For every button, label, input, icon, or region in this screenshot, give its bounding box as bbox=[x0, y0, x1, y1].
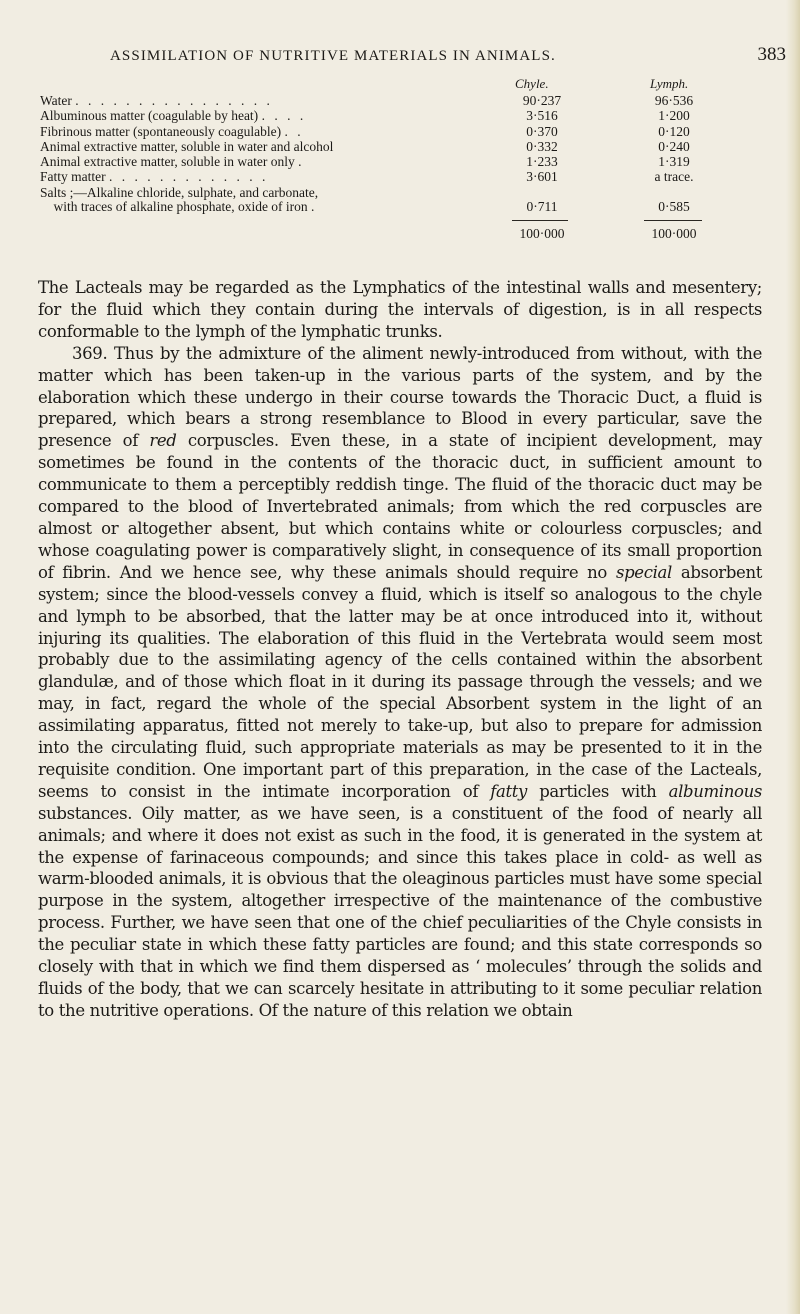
table-row bbox=[40, 108, 760, 123]
page-header bbox=[110, 44, 790, 70]
paragraph-369: 369. Thus by the admixture of the aliment newly-introduced from without, with the matter which has been taken-up in the various parts of the system, and by the elaboration which these undergo in their course towards the Thoracic Duct, a fluid is prepared, which bears a strong resemblance to Blood in every particular, save the presence of red corpuscles. Even these, in a state of incipient development, may sometimes be found in the contents of the thoracic duct, in sufficient amount to communicate to them a perceptibly reddish tinge. The fluid of the thoracic duct may be compared to the blood of Invertebrated animals; from which the red corpuscles are almost or altogether absent, but which contains white or colourless corpuscles; and whose coagulating power is comparatively slight, in consequence of its small proportion of fibrin. And we hence see, why these animals should require no special absorbent system; since the blood-vessels convey a fluid, which is itself so analogous to the chyle and lymph to be absorbed, that the latter may be at once introduced into it, without injuring its qualities. The elaboration of this fluid in the Vertebrata would seem most probably due to the assimilating agency of the cells contained within the absorbent glandulæ, and of those which float in it during its passage through the vessels; and we may, in fact, regard the whole of the special Absorbent system in the light of an assimilating apparatus, fitted not merely to take-up, but also to prepare for admission into the circulating fluid, such appropriate materials as may be presented to it in the requisite condition. One important part of this preparation, in the case of the Lacteals, seems to consist in the intimate incorporation of fatty particles with albuminous substances. Oily matter, as we have seen, is a constituent of the food of nearly all animals; and where it does not exist as such in the food, it is generated in the system at the expense of farinaceous compounds; and since this takes place in cold- as well as warm-blooded animals, it is obvious that the oleaginous particles must have some special purpose in the system, altogether irrespective of the maintenance of the combustive process. Further, we have seen that one of the chief peculiarities of the Chyle consists in the peculiar state in which these fatty particles are found; and this state corresponds so closely with that in which we find them dispersed as ‘ molecules’ through the solids and fluids of the body, that we can scarcely hesitate in attributing to it some peculiar relation to the nutritive operations. Of the nature of this relation we obtain bbox=[38, 343, 762, 1020]
lymph-value: 1·319 bbox=[658, 154, 690, 170]
leader-dots: . . . . bbox=[261, 108, 307, 124]
chyle-value: 1·233 bbox=[526, 154, 558, 170]
lymph-value: a trace. bbox=[654, 169, 694, 185]
lymph-value: 1·200 bbox=[658, 108, 690, 124]
paragraph: The Lacteals may be regarded as the Lymphatics of the intestinal walls and mesentery; for the fluid which they contain during the intervals of digestion, is in all respects conformable to the lymph of the lymphatic trunks. bbox=[38, 278, 762, 341]
row-label: Fibrinous matter (spontaneously coagulable) bbox=[40, 123, 282, 139]
running-head: ASSIMILATION OF NUTRITIVE MATERIALS IN ANIMALS. bbox=[110, 48, 556, 64]
table-row-salts bbox=[40, 185, 760, 214]
lymph-value: 0·240 bbox=[658, 138, 690, 154]
body-text bbox=[38, 277, 762, 1022]
row-label: Animal extractive matter, soluble in water and alcohol bbox=[40, 138, 334, 154]
chyle-value: 90·237 bbox=[522, 93, 562, 108]
chyle-value: 0·711 bbox=[526, 198, 558, 214]
table-row-totals bbox=[40, 226, 760, 242]
leader-dots: . bbox=[298, 154, 305, 170]
chyle-total: 100·000 bbox=[519, 225, 565, 241]
lymph-value: 96·536 bbox=[654, 93, 694, 108]
row-label: Albuminous matter (coagulable by heat) bbox=[40, 108, 259, 124]
table-row bbox=[40, 124, 760, 139]
chyle-value: 0·370 bbox=[526, 123, 558, 139]
leader-dots: . . bbox=[284, 123, 304, 139]
table-header bbox=[40, 76, 760, 93]
lymph-total: 100·000 bbox=[651, 225, 697, 241]
chyle-value: 0·332 bbox=[526, 138, 558, 154]
rule-line bbox=[644, 220, 702, 221]
column-header-lymph: Lymph. bbox=[650, 76, 689, 91]
table-row bbox=[40, 93, 760, 108]
salts-label-line2: with traces of alkaline phosphate, oxide of iron . bbox=[53, 198, 315, 214]
page-binding-edge bbox=[786, 0, 800, 1314]
row-label: Fatty matter bbox=[40, 169, 106, 185]
row-label: Water bbox=[40, 93, 72, 108]
leader-dots: . . . . . . . . . . . . . . . . bbox=[75, 93, 273, 108]
lymph-value: 0·120 bbox=[658, 123, 690, 139]
column-header-chyle: Chyle. bbox=[515, 76, 549, 91]
leader-dots: . . . . . . . . . . . . . bbox=[108, 169, 269, 185]
section-number: 369. bbox=[72, 343, 108, 363]
table-row bbox=[40, 169, 760, 184]
table-row bbox=[40, 154, 760, 169]
salts-label-line1: Salts ;—Alkaline chloride, sulphate, and carbonate, bbox=[40, 184, 319, 200]
rule-line bbox=[512, 220, 568, 221]
table-row bbox=[40, 139, 760, 154]
composition-table bbox=[40, 76, 760, 242]
total-rule bbox=[40, 214, 760, 226]
row-label: Animal extractive matter, soluble in water only bbox=[40, 154, 295, 170]
chyle-value: 3·516 bbox=[526, 108, 558, 124]
page-number: 383 bbox=[757, 44, 786, 65]
lymph-value: 0·585 bbox=[658, 198, 690, 214]
chyle-value: 3·601 bbox=[526, 169, 558, 185]
